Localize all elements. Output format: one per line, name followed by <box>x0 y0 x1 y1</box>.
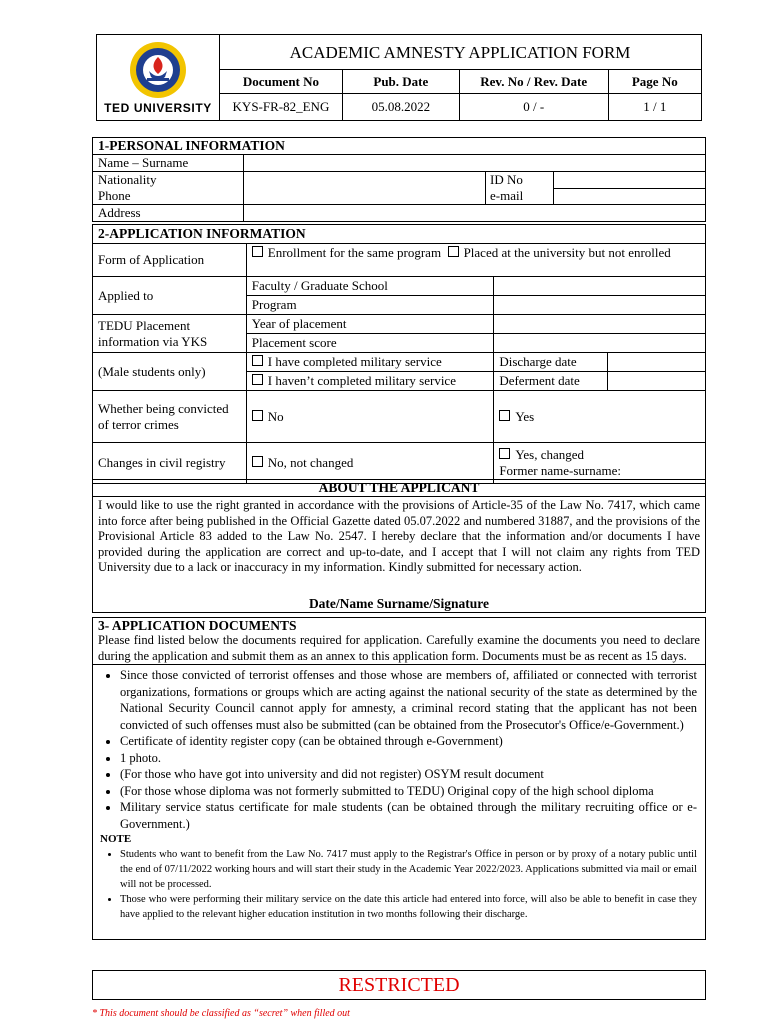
list-item: • Students who want to benefit from the Law No. 7417 must apply to the Registrar's Office in person or by proxy of a notary public until the end of 07/11/2022 working hours and will start their study in the Academic Year 2022/2023. Applications submitted via mail or email will not be processed. <box>120 847 697 892</box>
military-not-completed-checkbox[interactable] <box>252 374 263 385</box>
doc-no-header: Document No <box>220 70 343 94</box>
civil-yes-checkbox[interactable] <box>499 448 510 459</box>
section-title: 2-APPLICATION INFORMATION <box>93 225 706 244</box>
address-label: Address <box>98 205 141 220</box>
faculty-label: Faculty / Graduate School <box>246 277 494 296</box>
name-label: Name – Surname <box>98 155 189 170</box>
restricted-label: RESTRICTED <box>92 970 706 1000</box>
form-title: ACADEMIC AMNESTY APPLICATION FORM <box>289 43 631 62</box>
email-label: e-mail <box>490 188 524 203</box>
documents-list <box>93 667 705 832</box>
document-header <box>96 34 702 121</box>
list-item: • (For those who have got into university and did not register) OSYM result document <box>120 766 697 783</box>
civil-no-label: No, not changed <box>267 455 354 470</box>
address-field[interactable] <box>244 205 705 221</box>
enrollment-option-label: Enrollment for the same program <box>267 245 442 260</box>
program-label: Program <box>246 296 494 315</box>
id-label: ID No <box>490 172 523 187</box>
about-title: ABOUT THE APPLICANT <box>93 480 705 497</box>
male-students-label: (Male students only) <box>93 353 247 391</box>
ted-university-logo <box>125 41 191 99</box>
terror-yes-checkbox[interactable] <box>499 410 510 421</box>
placement-info-label: TEDU Placement information via YKS <box>93 315 247 353</box>
phone-label: Phone <box>98 188 131 203</box>
deferment-date-field[interactable] <box>608 372 706 391</box>
faculty-field[interactable] <box>494 277 706 296</box>
logo-cell <box>97 35 220 121</box>
list-item: • 1 photo. <box>120 750 697 767</box>
id-field[interactable] <box>554 172 705 188</box>
year-of-placement-field[interactable] <box>494 315 706 334</box>
rev-header: Rev. No / Rev. Date <box>459 70 608 94</box>
section-title: 1-PERSONAL INFORMATION <box>98 138 285 153</box>
document-info-table <box>219 69 701 121</box>
enrollment-checkbox[interactable] <box>252 246 263 257</box>
list-item: • Military service status certificate for male students (can be obtained through the military recruiting office or e-Government.) <box>120 799 697 832</box>
placed-not-enrolled-checkbox[interactable] <box>448 246 459 257</box>
civil-registry-label: Changes in civil registry <box>93 443 247 484</box>
pub-date-value: 05.08.2022 <box>342 94 459 121</box>
application-documents-section <box>92 617 706 940</box>
discharge-date-label: Discharge date <box>494 353 608 372</box>
rev-value: 0 / - <box>459 94 608 121</box>
personal-information-section <box>92 137 706 222</box>
notes-list <box>93 847 705 922</box>
former-name-label: Former name-surname: <box>499 463 621 478</box>
list-item: • Since those convicted of terrorist offenses and those whose are members of, affiliated or connected with terrorist organizations, formations or groups which are acting against the national security of the state as determined by the National Security Council cannot apply for amnesty, a criminal record stating that the applicant has not been convicted of such offenses must also be submitted (can be obtained from the Prosecutor's Office/e-Government.) <box>120 667 697 733</box>
about-applicant-section <box>92 479 706 613</box>
terror-no-label: No <box>267 408 284 424</box>
discharge-date-field[interactable] <box>608 353 706 372</box>
name-field[interactable] <box>244 155 705 171</box>
signature-label: Date/Name Surname/Signature <box>308 596 490 611</box>
terror-yes-label: Yes <box>515 408 535 424</box>
placed-not-enrolled-option-label: Placed at the university but not enrolled <box>463 245 671 260</box>
declaration-text: I would like to use the right granted in accordance with the provisions of Article-35 of the Law No. 7417, which came into force after being published in the Official Gazette dated 05.07.2022 and numbered 31887, and the provisions of the Provisional Article 83 added to the Law No. 2547. I hereby declare that the information and/or documents I have provided during the application are correct and up-to-date, and I accept that I will not claim any rights from TED University due to a lack or inaccuracy in my information. Kindly submitted for necessary action. <box>98 498 700 575</box>
page-no-header: Page No <box>608 70 701 94</box>
terror-no-checkbox[interactable] <box>252 410 263 421</box>
nationality-label: Nationality <box>98 172 157 187</box>
deferment-date-label: Deferment date <box>494 372 608 391</box>
military-completed-checkbox[interactable] <box>252 355 263 366</box>
terror-crimes-label: Whether being convicted of terror crimes <box>93 391 247 443</box>
placement-score-field[interactable] <box>494 334 706 353</box>
nationality-field[interactable] <box>244 172 484 188</box>
year-of-placement-label: Year of placement <box>246 315 494 334</box>
civil-no-checkbox[interactable] <box>252 456 263 467</box>
list-item: • Those who were performing their military service on the date this article had entered into force, will also be able to benefit in case they have applied to the relevant higher education institution in two months following their discharge. <box>120 892 697 922</box>
classification-footnote: * This document should be classified as “secret” when filled out <box>92 1008 350 1019</box>
documents-intro: Please find listed below the documents required for application. Carefully examine the documents you need to declare during the application and submit them as an annex to this application form. Documents must be as recent as 15 days. <box>93 633 705 665</box>
military-completed-label: I have completed military service <box>267 354 442 369</box>
list-item: • Certificate of identity register copy (can be obtained through e-Government) <box>120 733 697 750</box>
form-of-application-options <box>246 244 705 277</box>
civil-yes-label: Yes, changed <box>515 447 585 462</box>
phone-field[interactable] <box>244 188 484 204</box>
military-not-completed-label: I haven’t completed military service <box>267 373 456 388</box>
university-name: TED UNIVERSITY <box>104 101 212 115</box>
application-information-section <box>92 224 706 484</box>
note-label: NOTE <box>100 833 132 845</box>
pub-date-header: Pub. Date <box>342 70 459 94</box>
program-field[interactable] <box>494 296 706 315</box>
applied-to-label: Applied to <box>93 277 247 315</box>
doc-no-value: KYS-FR-82_ENG <box>220 94 343 121</box>
application-table <box>92 224 706 484</box>
form-of-application-label: Form of Application <box>93 244 247 277</box>
placement-score-label: Placement score <box>246 334 494 353</box>
list-item: • (For those whose diploma was not formerly submitted to TEDU) Original copy of the high school diploma <box>120 783 697 800</box>
email-field[interactable] <box>554 188 705 204</box>
page-no-value: 1 / 1 <box>608 94 701 121</box>
section-title: 3- APPLICATION DOCUMENTS <box>98 618 297 633</box>
